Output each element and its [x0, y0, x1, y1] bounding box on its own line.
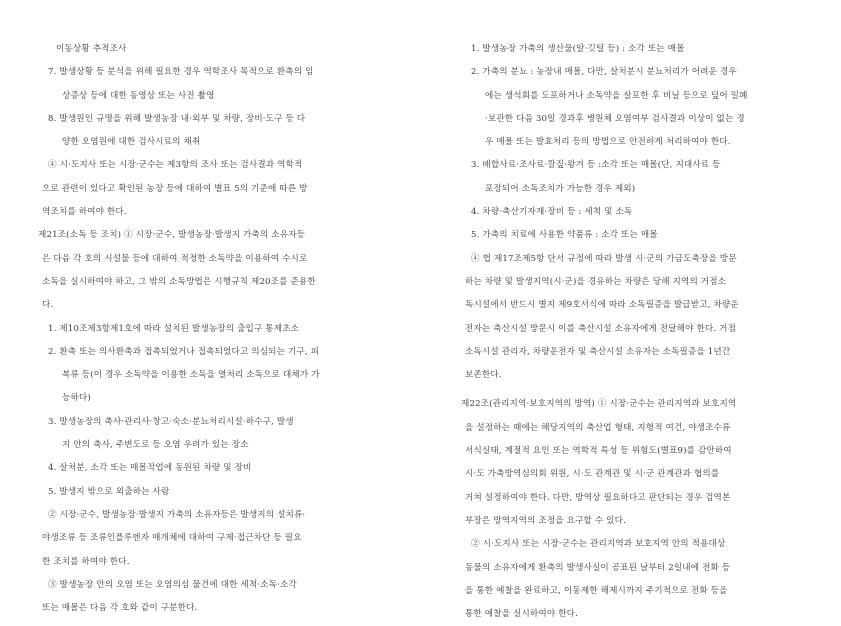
- left-text-line: 소독을 실시하여야 하고, 그 밖의 소독방법은 시행규칙 제20조를 준용한: [42, 276, 316, 287]
- right-text-line: 소독시설 관리자, 차량운전자 및 축산시설 소유자는 소독필증을 1년간: [465, 346, 731, 357]
- right-text-line: 우 매몰 또는 발효처리 등의 방법으로 안전하게 처리하여야 한다.: [485, 137, 731, 148]
- right-text-line: 제22조(관리지역·보호지역의 방역) ① 시장·군수는 관리지역과 보호지역: [461, 399, 737, 410]
- right-text-line: 포장되어 소독조치가 가능한 경우 제외): [485, 183, 636, 194]
- right-text-line: 을 설정하는 때에는 해당지역의 축산업 형태, 지형적 여건, 야생조수류: [465, 422, 731, 433]
- left-text-line: 한 조치를 하여야 한다.: [42, 556, 130, 567]
- left-text-line: 상증상 등에 대한 동영상 또는 사진 촬영: [62, 90, 215, 101]
- left-column: [38, 38, 390, 620]
- right-text-line: ② 시·도지사 또는 시장·군수는 관리지역과 보호지역 안의 적용대상: [471, 539, 726, 550]
- left-text-line: ③ 발생농장 안의 오염 또는 오염의심 물건에 대한 세척·소독·소각: [48, 579, 297, 590]
- right-text-line: 전자는 축산시설 방문시 이를 축산시설 소유자에게 전달해야 한다. 거점: [465, 323, 737, 334]
- right-text-line: 통한 예찰을 실시하여야 한다.: [465, 609, 578, 620]
- left-text-line: 7. 발생상황 등 분석을 위해 필요한 경우 역학조사 목적으로 환축의 임: [48, 67, 314, 78]
- right-text-line: 4. 차량·축산기자재·장비 등 : 세척 및 소독: [471, 207, 633, 218]
- right-text-line: 하는 차량 및 발생지역(시·군)을 경유하는 차량은 당해 지역의 거점소: [465, 276, 727, 287]
- right-text-line: 거쳐 설정하여야 한다. 다만, 방역상 필요하다고 판단되는 경우 검역본: [465, 492, 731, 503]
- left-text-line: 5. 발생지 밖으로 외출하는 사람: [48, 486, 170, 497]
- right-text-line: ④ 법 제17조제5항 단서 규정에 따라 발생 시·군의 가금도축장을 방문: [471, 253, 737, 264]
- left-text-line: 또는 매몰은 다음 각 호와 같이 구분한다.: [42, 603, 198, 614]
- left-text-line: ② 시장·군수, 발생농장·발생지 가축의 소유자등은 발생지의 설치류·: [48, 509, 306, 520]
- right-text-line: 1. 발생농장 가축의 생산물(알·깃털 등) : 소각 또는 매몰: [471, 44, 685, 54]
- right-column: [461, 38, 806, 626]
- left-text-line: 다.: [42, 300, 54, 311]
- left-text-line: 지 안의 축사, 주변도로 등 오염 우려가 있는 장소: [62, 440, 249, 451]
- left-text-line: 은 다음 각 호의 시설물 등에 대하여 적정한 소독약을 이용하여 수시로: [42, 253, 308, 264]
- right-text-line: 보존한다.: [465, 370, 502, 381]
- left-text-line: 능하다): [62, 393, 91, 404]
- left-text-line: 복류 등(이 경우 소독약을 이용한 소독을 열처리 소독으로 대체가 가: [62, 370, 320, 381]
- left-text-line: 으로 관련이 있다고 확인된 농장 등에 대하여 별표 5의 기준에 따른 방: [42, 183, 308, 194]
- right-text-line: 시·도 가축방역심의회 위원, 시·도 관계관 및 시·군 관계관과 협의를: [465, 469, 720, 480]
- right-text-line: 5. 가축의 치료에 사용한 약품류 : 소각 또는 매몰: [471, 230, 658, 241]
- left-text-line: 이동상황 추적조사: [56, 44, 127, 54]
- right-text-line: 동물의 소유자에게 환축의 발생사실이 공표된 날부터 2일내에 전화 등: [465, 562, 731, 573]
- right-text-line: 2. 가축의 분뇨 : 농장내 매몰, 다만, 살처분시 분뇨처리가 어려운 경우: [471, 67, 737, 78]
- right-text-line: 을 통한 예찰을 완료하고, 이동제한 해제시까지 주기적으로 전화 등을: [465, 585, 728, 596]
- left-text-line: 양한 오염원에 대한 검사시료의 채취: [62, 137, 201, 148]
- right-text-line: 부장은 방역지역의 조정을 요구할 수 있다.: [465, 515, 626, 526]
- left-text-line: 2. 환축 또는 의사환축과 접촉되었거나 접촉되었다고 의심되는 기구, 피: [48, 346, 320, 357]
- left-text-line: 8. 발생원인 규명을 위해 발생농장 내·외부 및 차량, 장비·도구 등 다: [48, 113, 306, 124]
- left-text-line: 역조치를 하여야 한다.: [42, 207, 127, 218]
- right-text-line: ·보관한 다음 30일 경과후 병원체 오염여부 검사결과 이상이 없는 경: [485, 113, 745, 124]
- left-text-line: 야생조류 등 조류인플루엔자 매개체에 대하여 구제·접근차단 등 필요: [42, 533, 302, 544]
- left-text-line: 1. 제10조제3항제1호에 따라 설치된 발생농장의 출입구 통제초소: [48, 323, 300, 334]
- right-text-line: 독시설에서 반드시 별지 제9호서식에 따라 소독필증을 발급받고, 차량운: [465, 300, 739, 311]
- left-text-line: 3. 발생농장의 축사·관리사·창고·숙소·분뇨처리시설·하수구, 발생: [48, 416, 294, 427]
- left-text-line: 4. 살처분, 소각 또는 매몰작업에 동원된 차량 및 장비: [48, 463, 252, 474]
- right-text-line: 3. 배합사료·조사료·깔짚·왕겨 등 :소각 또는 매몰(단, 지대사료 등: [471, 160, 721, 171]
- right-text-line: 에는 생석회를 도포하거나 소독약을 살포한 후 비닐 등으로 덮어 밀폐: [485, 90, 748, 101]
- left-text-line: 제21조(소독 등 조치) ① 시장·군수, 발생농장·발생지 가축의 소유자등: [38, 230, 306, 241]
- right-text-line: 서식실태, 계절적 요인 또는 역학적 특성 등 위험도(별표9)를 감안하여: [465, 446, 732, 457]
- left-text-line: ④ 시·도지사 또는 시장·군수는 제3항의 조사 또는 검사결과 역학적: [48, 160, 303, 171]
